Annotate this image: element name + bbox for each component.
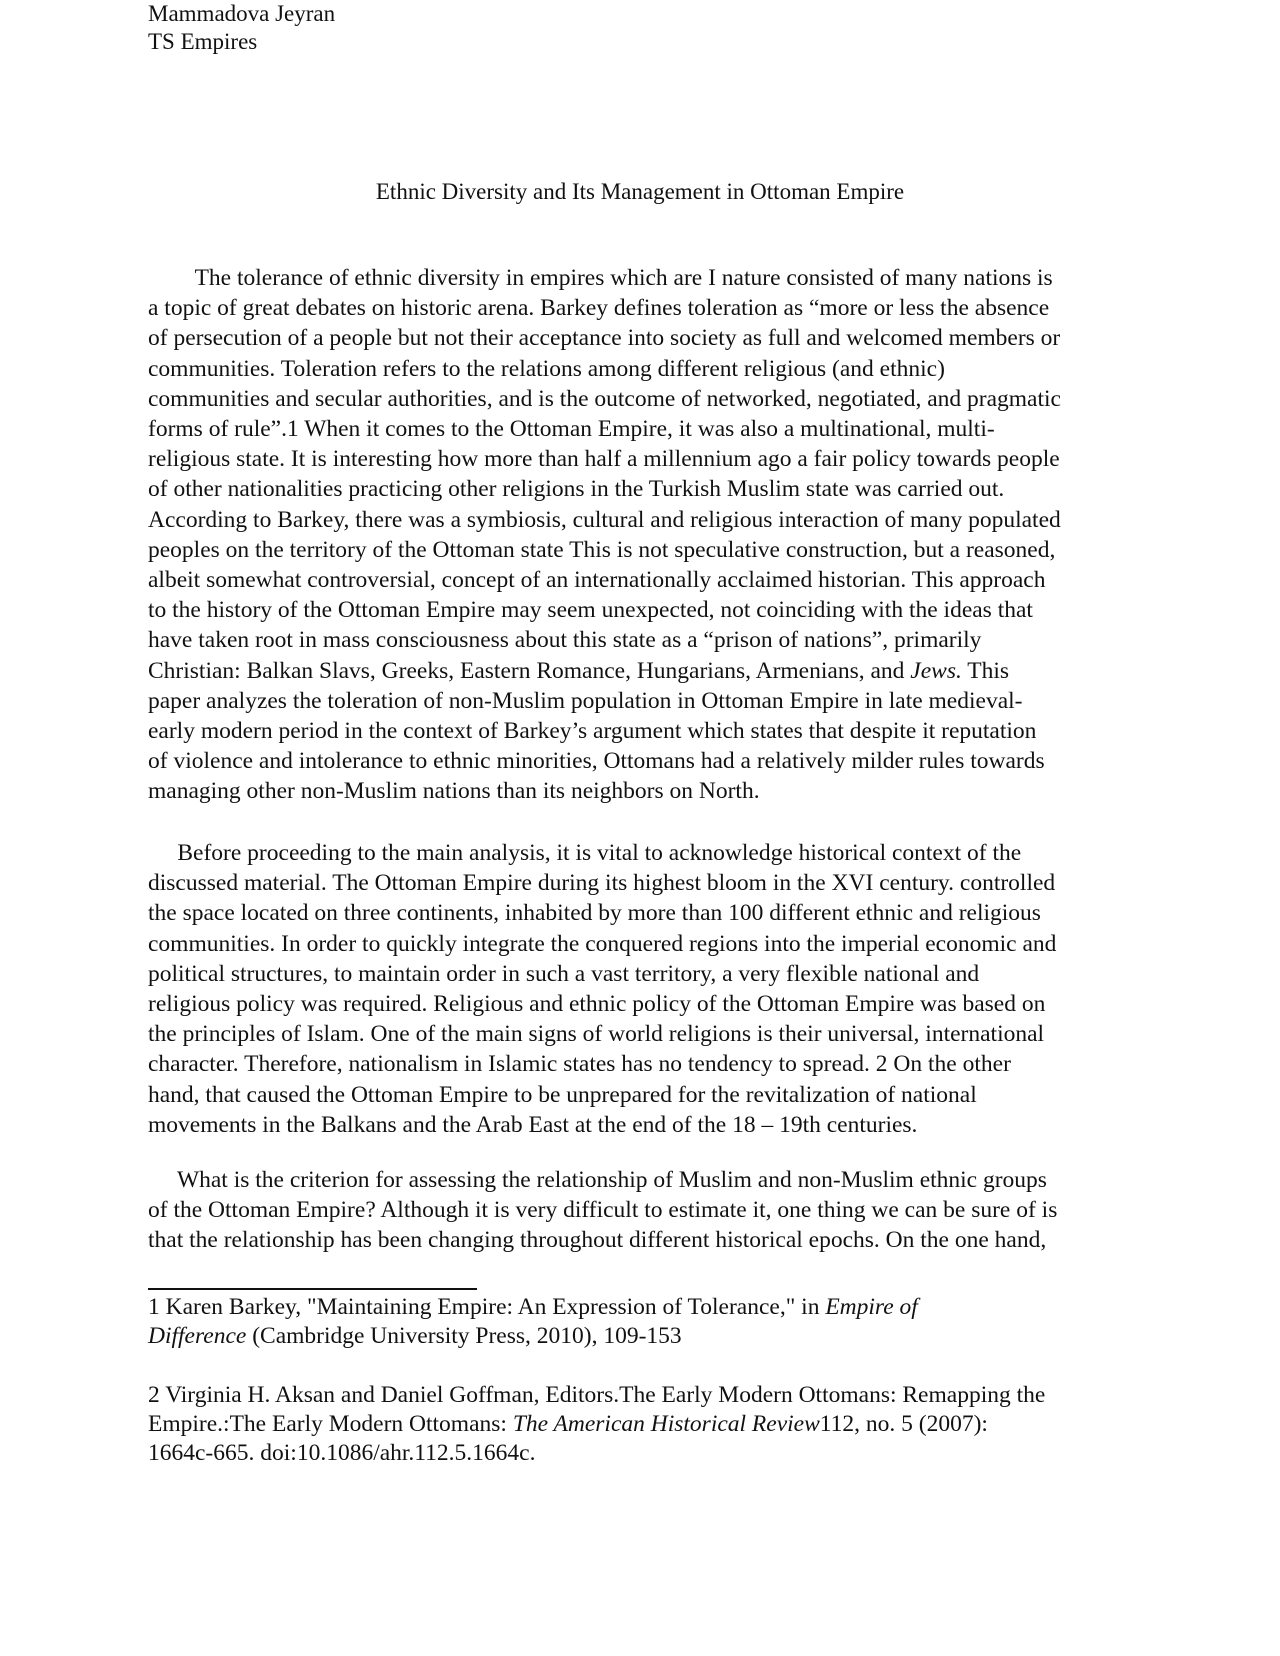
- text-line: What is the criterion for assessing the relationship of Muslim and non-Muslim ethnic groups: [148, 1167, 1047, 1193]
- text-line: have taken root in mass consciousness about this state as a “prison of nations”, primarily: [148, 627, 982, 654]
- footnote-2: [148, 1381, 1148, 1468]
- text-line: forms of rule”.1 When it comes to the Ottoman Empire, it was also a multinational, multi-: [148, 416, 995, 443]
- text-segment: 112, no. 5 (2007):: [819, 1411, 988, 1437]
- text-line: a topic of great debates on historic arena. Barkey defines toleration as “more or less the absence: [148, 295, 1050, 322]
- text-line: of violence and intolerance to ethnic minorities, Ottomans had a relatively milder rules towards: [148, 748, 1045, 775]
- paragraph-3: [148, 1165, 1128, 1256]
- text-line: the space located on three continents, inhabited by more than 100 different ethnic and religious: [148, 900, 1041, 927]
- text-segment: Christian: Balkan Slavs, Greeks, Eastern Romance, Hungarians, Armenians, and: [148, 657, 911, 684]
- text-segment: (Cambridge University Press, 2010), 109-153: [246, 1323, 682, 1349]
- text-line: religious state. It is interesting how more than half a millennium ago a fair policy towards people: [148, 446, 1060, 473]
- italic-word: Jews.: [910, 657, 962, 684]
- text-line: paper analyzes the toleration of non-Muslim population in Ottoman Empire in late medieval-: [148, 687, 1023, 714]
- text-line: communities. In order to quickly integrate the conquered regions into the imperial economic and: [148, 930, 1057, 957]
- course-name: TS Empires: [148, 29, 258, 54]
- text-line: of persecution of a people but not their acceptance into society as full and welcomed members or: [148, 325, 1061, 352]
- document-header: [148, 0, 335, 56]
- text-line: 1664c-665. doi:10.1086/ahr.112.5.1664c.: [148, 1440, 536, 1466]
- text-line: The tolerance of ethnic diversity in empires which are I nature consisted of many nations is: [148, 265, 1053, 291]
- text-line: discussed material. The Ottoman Empire during its highest bloom in the XVI century. controlled: [148, 870, 1056, 897]
- text-line: peoples on the territory of the Ottoman state This is not speculative construction, but a reasoned,: [148, 536, 1056, 563]
- text-line: communities. Toleration refers to the relations among different religious (and ethnic): [148, 355, 945, 382]
- text-line: According to Barkey, there was a symbiosis, cultural and religious interaction of many populated: [148, 506, 1061, 533]
- text-line: [148, 1293, 1148, 1322]
- text-line: communities and secular authorities, and is the outcome of networked, negotiated, and pragmatic: [148, 385, 1061, 412]
- text-segment: This: [961, 657, 1010, 684]
- page-title: Ethnic Diversity and Its Management in Ottoman Empire: [375, 179, 905, 204]
- text-line: [148, 656, 1128, 686]
- text-line: [148, 1322, 1148, 1351]
- text-segment: 1 Karen Barkey, "Maintaining Empire: An Expression of Tolerance," in: [148, 1294, 826, 1320]
- author-name: Mammadova Jeyran: [148, 1, 336, 26]
- text-line: managing other non-Muslim nations than its neighbors on North.: [148, 778, 760, 805]
- paragraph-1: [148, 263, 1128, 807]
- text-line: Before proceeding to the main analysis, it is vital to acknowledge historical context of the: [148, 840, 1022, 866]
- footnote-1: [148, 1293, 1148, 1351]
- text-line: of other nationalities practicing other religions in the Turkish Muslim state was carried out.: [148, 476, 1005, 503]
- text-line: political structures, to maintain order in such a vast territory, a very flexible national and: [148, 960, 980, 987]
- text-line: [148, 1410, 1148, 1439]
- text-line: early modern period in the context of Barkey’s argument which states that despite it reputation: [148, 718, 1037, 745]
- text-segment: Empire.:The Early Modern Ottomans:: [148, 1411, 513, 1437]
- text-line: of the Ottoman Empire? Although it is very difficult to estimate it, one thing we can be sure of is: [148, 1197, 1058, 1224]
- text-line: albeit somewhat controversial, concept of an internationally acclaimed historian. This approach: [148, 567, 1046, 594]
- italic-title: Difference: [148, 1323, 247, 1349]
- text-line: the principles of Islam. One of the main signs of world religions is their universal, international: [148, 1021, 1045, 1048]
- text-line: 2 Virginia H. Aksan and Daniel Goffman, Editors.The Early Modern Ottomans: Remapping the: [148, 1382, 1046, 1408]
- footnote-separator: [148, 1288, 477, 1290]
- text-line: character. Therefore, nationalism in Islamic states has no tendency to spread. 2 On the other: [148, 1051, 1011, 1078]
- text-line: that the relationship has been changing throughout different historical epochs. On the one hand,: [148, 1227, 1047, 1254]
- text-line: religious policy was required. Religious and ethnic policy of the Ottoman Empire was based on: [148, 991, 1046, 1018]
- text-line: to the history of the Ottoman Empire may seem unexpected, not coinciding with the ideas that: [148, 597, 1033, 624]
- text-line: hand, that caused the Ottoman Empire to be unprepared for the revitalization of national: [148, 1081, 977, 1108]
- text-line: movements in the Balkans and the Arab East at the end of the 18 – 19th centuries.: [148, 1111, 918, 1138]
- paragraph-2: [148, 838, 1128, 1140]
- italic-title: Empire of: [825, 1294, 918, 1320]
- italic-title: The American Historical Review: [512, 1411, 820, 1437]
